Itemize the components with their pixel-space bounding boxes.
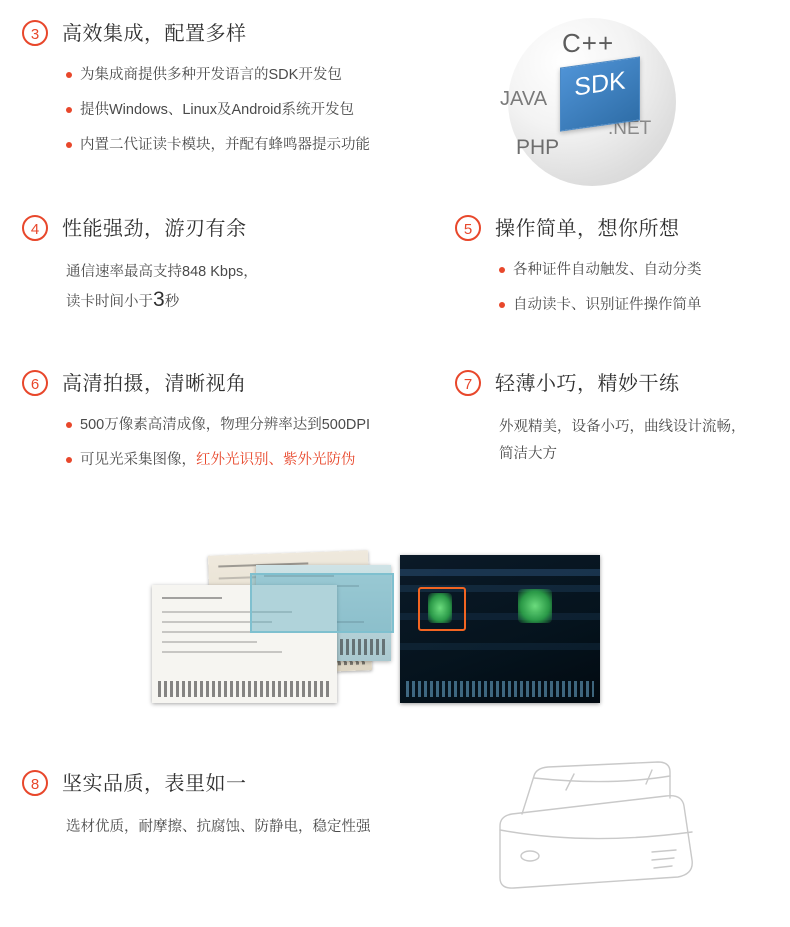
feature-7-number: 7 bbox=[455, 370, 481, 396]
feature-block-7 bbox=[455, 370, 775, 468]
list-item: 为集成商提供多种开发语言的SDK开发包 bbox=[66, 64, 462, 86]
feature-7-line-1: 外观精美，设备小巧，曲线设计流畅， bbox=[499, 419, 746, 435]
document-sample-images bbox=[150, 545, 610, 710]
selection-highlight-box bbox=[250, 573, 394, 633]
feature-6-number: 6 bbox=[22, 370, 48, 396]
list-item: 内置二代证读卡模块，并配有蜂鸣器提示功能 bbox=[66, 134, 462, 156]
feature-8-header bbox=[22, 770, 452, 798]
feature-4-line-2-pre: 读卡时间小于 bbox=[66, 294, 153, 310]
feature-8-line-1: 选材优质，耐摩擦、抗腐蚀、防静电，稳定性强 bbox=[66, 819, 371, 835]
feature-4-header bbox=[22, 215, 422, 243]
feature-4-line-1: 通信速率最高支持848 Kbps， bbox=[66, 264, 258, 280]
feature-block-3 bbox=[22, 20, 462, 169]
feature-6-title: 高清拍摄，清晰视角 bbox=[62, 373, 247, 395]
feature-block-8 bbox=[22, 770, 452, 841]
list-item: 各种证件自动触发、自动分类 bbox=[499, 259, 775, 281]
language-label-php: PHP bbox=[516, 136, 560, 159]
detection-marker-box bbox=[418, 587, 466, 631]
feature-7-line-2: 简洁大方 bbox=[499, 446, 557, 462]
feature-3-number: 3 bbox=[22, 20, 48, 46]
language-label-cpp: C++ bbox=[562, 28, 615, 58]
feature-8-number: 8 bbox=[22, 770, 48, 796]
list-item-highlighted bbox=[66, 449, 442, 471]
infrared-uv-photo bbox=[400, 555, 600, 703]
feature-8-paragraph bbox=[66, 814, 452, 841]
feature-5-header bbox=[455, 215, 775, 243]
feature-8-title: 坚实品质，表里如一 bbox=[62, 773, 247, 795]
feature-block-6 bbox=[22, 370, 442, 484]
sdk-sphere-illustration bbox=[490, 10, 700, 195]
feature-6-bullet-pre: 可见光采集图像， bbox=[80, 452, 196, 468]
feature-5-bullet-list bbox=[499, 259, 775, 316]
language-label-dotnet: .NET bbox=[608, 118, 652, 139]
feature-4-line-2 bbox=[66, 286, 422, 316]
feature-5-number: 5 bbox=[455, 215, 481, 241]
feature-7-header bbox=[455, 370, 775, 398]
scanner-device-illustration bbox=[470, 760, 730, 900]
list-item: 提供Windows、Linux及Android系统开发包 bbox=[66, 99, 462, 121]
scanner-outline-svg bbox=[470, 760, 730, 900]
feature-6-bullet-highlight: 红外光识别、紫外光防伪 bbox=[196, 452, 356, 468]
feature-7-title: 轻薄小巧，精妙干练 bbox=[495, 373, 680, 395]
sdk-badge-label: SDK bbox=[574, 66, 626, 102]
feature-5-title: 操作简单，想你所想 bbox=[495, 218, 680, 240]
feature-block-5 bbox=[455, 215, 775, 329]
feature-3-title: 高效集成，配置多样 bbox=[62, 23, 247, 45]
feature-6-header bbox=[22, 370, 442, 398]
feature-4-number: 4 bbox=[22, 215, 48, 241]
list-item: 自动读卡、识别证件操作简单 bbox=[499, 294, 775, 316]
feature-4-title: 性能强劲，游刃有余 bbox=[62, 218, 247, 240]
feature-7-paragraph bbox=[499, 414, 775, 468]
feature-3-bullet-list bbox=[66, 64, 462, 156]
uv-feature-right bbox=[518, 589, 552, 623]
list-item: 500万像素高清成像，物理分辨率达到500DPI bbox=[66, 414, 442, 436]
feature-4-seconds-value: 3 bbox=[153, 288, 165, 311]
language-label-java: JAVA bbox=[500, 88, 548, 110]
feature-6-bullet-list bbox=[66, 414, 442, 471]
feature-4-line-2-post: 秒 bbox=[164, 294, 180, 310]
feature-4-paragraph bbox=[66, 259, 422, 316]
feature-block-4 bbox=[22, 215, 422, 316]
feature-3-header bbox=[22, 20, 462, 48]
